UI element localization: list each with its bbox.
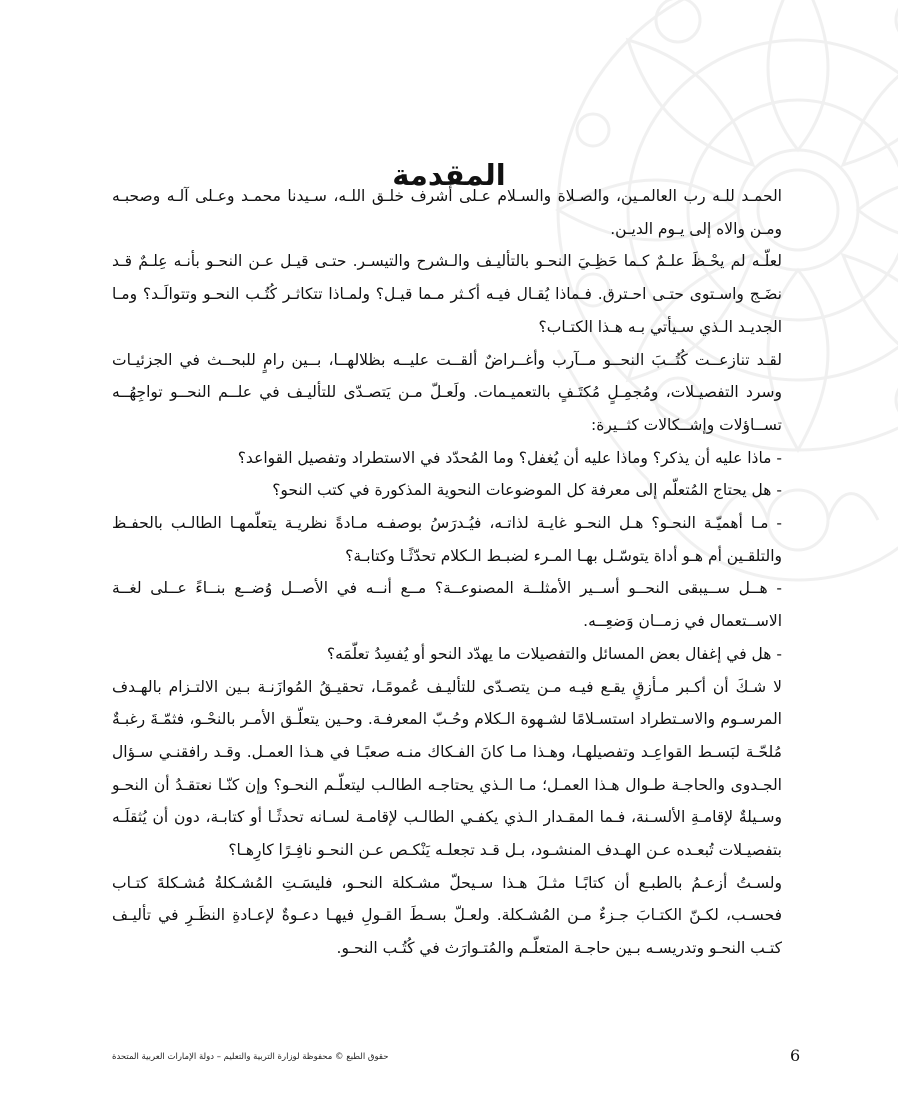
question-item: - هــل ســيبقى النحــو أســير الأمثلــة المصنوعــة؟ مــع أنــه في الأصــل وُضــع بنــاءً عــلى لغــة الاســتعمال في زمــان وَضعِــه. [112,579,782,631]
paragraph-opening: الحمـد للـه رب العالمـين، والصـلاة والسـلام عـلى أشرف خلـق اللـه، سـيدنا محمـد وعـلى آلـه وصحبـه ومـن والاه إلى يـوم الديـن. [112,187,782,238]
page-title: المقدمة [392,158,506,193]
paragraph-balance: لا شـكَ أن أكـبر مـأزقٍ يقـع فيـه مـن يتصـدّى للتأليـف عُمومًـا، تحقيـقُ المُوازَنـة بـين الالتـزام بالهـدف المرسـوم والاسـتطراد استسـلامًا لشـهوة الـكلام وحُـبّ المعرفـة. وحـين يتعلّـق الأمـر بالنحْـو، فثمّـةَ رغبـةٌ مُلحّـة لبَسـط القواعِـد وتفصيلهـا، وهـذا مـا كانَ الفـكاك منـه صعبًـا في هـذا العمـل. وقـد رافقنـي سـؤال الجـدوى والحاجـة طـوال هـذا العمـل؛ مـا الـذي يحتاجـه الطالـب ليتعلّـم النحـو؟ وإن كنّـا نعتقـدُ أن النحـو وسـيلةٌ لإقامـةِ الألسـنة، فـما المقـدار الـذي يكفـي الطالـب لإقامـة لسـانه تحدثًـا أو كتابـة، دون أن يُثقلَـه بتفصيـلات تُبعـده عـن الهـدف المنشـود، بـل قـد تجعلـه يَنْكـص عـن النحـو نافِـرًا كارِهـا؟ [112,677,782,860]
question-item: - مـا أهميّـة النحـو؟ هـل النحـو غايـة لذاتـه، فيُـدرَسُ بوصفـه مـادةً نظريـة يتعلّمهـا الطالـب بالحفـظ والتلقـين أم هـو أداة يتوسّـل بهـا المـرء لضبـط الـكلام تحدّثًـا وكتابـة؟ [112,514,782,565]
question-item: - ماذا عليه أن يذكر؟ وماذا عليه أن يُغفل؟ وما المُحدّد في الاستطراد وتفصيل القواعد؟ [237,448,782,467]
paragraph-grammar-authorship: لعلّـه لم يحْـظَ علـمٌ كـما حَظِـيَ النحـو بالتأليـف والـشرح والتيسـر. حتـى قيـل عـن النحـو بأنـه عِلـمٌ قـد نضَـج واسـتوى حتـى احـترق. فـماذا يُقـال فيـه أكـثر مـما قيـل؟ ولمـاذا تتكاثـر كُتُـب النحـو وتتوالَـد؟ ومـا الجديـد الـذي سـيأتي بـه هـذا الكتـاب؟ [112,252,782,336]
page-number: 6 [790,1046,801,1065]
question-item: - هل في إغفال بعض المسائل والتفصيلات ما يهدّد النحو أو يُفسِدُ تعلّمَه؟ [326,644,782,663]
paragraph-closing: ولسـتُ أزعـمُ بالطبـع أن كتابًـا مثـلَ هـذا سـيحلّ مشـكلة النحـو، فليسَـتِ المُشـكلةُ مُشـكلةَ كتـاب فحسـب، لكـنّ الكتـابَ جـزءٌ مـن المُشـكلة. ولعـلّ بسـطَ القـولِ فيهـا دعـوةٌ لإعـادةِ النظَـرِ في تأليـف كتـب النحـو وتدريسـه بـين حاجـة المتعلّـم والمُتـوارَث في كُتُـب النحـو. [112,873,782,958]
paragraph-questions-intro: لقـد تنازعــت كُتُــبَ النحــو مــآرب وأغــراضٌ ألقــت عليــه بظلالهــا، بــين رامٍ للبحــث في الجزئيـات وسرد التفصيـلات، ومُجمِـلٍ مُكتَـفٍ بالتعميـمات. ولَعـلّ مـن يَتصـدّى للتأليـف في علــم النحــو تواجِهُــه تســاؤلات وإشــكالات كثــيرة: [112,350,782,434]
body-text [112,180,782,965]
question-item: - هل يحتاج المُتعلّم إلى معرفة كل الموضوعات النحوية المذكورة في كتب النحو؟ [272,481,782,500]
footer-copyright: حقوق الطبع © محفوظة لوزارة التربية والتعليم – دولة الإمارات العربية المتحدة [112,1052,389,1062]
